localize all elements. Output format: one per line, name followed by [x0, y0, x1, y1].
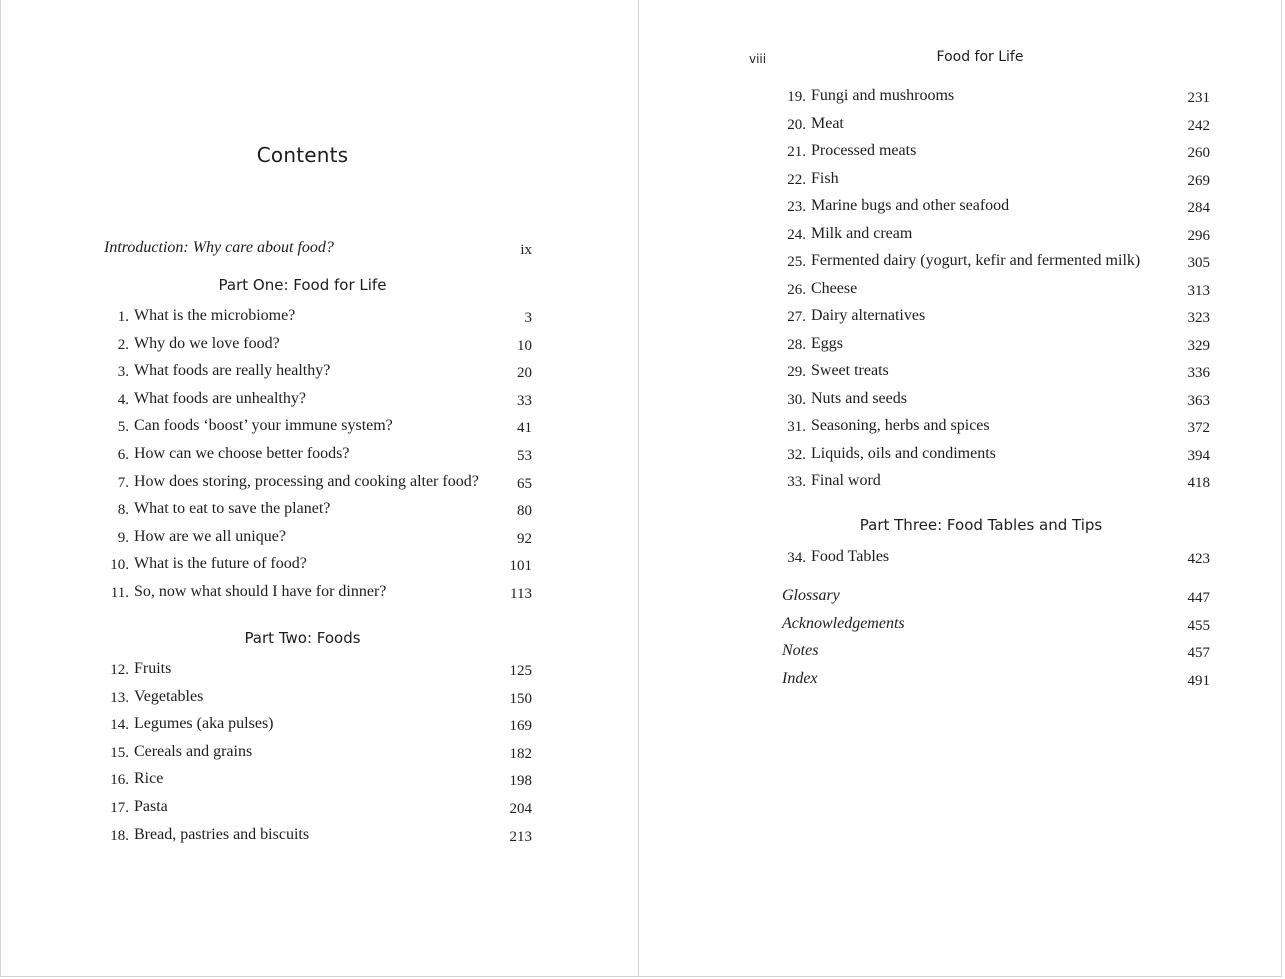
toc-entry [99, 741, 532, 765]
entry-page: 323 [1187, 310, 1210, 326]
chapter-number: 23. [787, 199, 806, 215]
toc-entry [99, 526, 532, 550]
back-matter-entry [782, 640, 1210, 664]
back-matter-entry [782, 668, 1210, 692]
entry-page: 92 [517, 530, 532, 547]
chapter-number: 1. [117, 309, 129, 325]
entry-page: 113 [510, 586, 532, 602]
chapter-number: 4. [117, 391, 129, 408]
entry-title: Cheese [811, 279, 858, 297]
toc-entry [99, 658, 532, 682]
entry-title: Cereals and grains [134, 742, 253, 760]
entry-page: 313 [1187, 282, 1210, 299]
entry-title: Liquids, oils and condiments [811, 444, 996, 462]
back-matter-entry [782, 613, 1210, 637]
entry-title: Fruits [134, 660, 172, 677]
toc-entry [776, 278, 1210, 302]
chapter-number: 12. [110, 662, 129, 678]
chapter-number: 26. [787, 281, 806, 298]
entry-title: Pasta [134, 798, 168, 815]
entry-page: 336 [1187, 365, 1210, 381]
entry-title: Index [782, 669, 818, 687]
entry-title: Seasoning, herbs and spices [811, 417, 990, 434]
chapter-number: 5. [117, 419, 129, 436]
entry-page: 80 [517, 503, 532, 520]
entry-title: Glossary [782, 587, 840, 604]
toc-entry [776, 333, 1210, 357]
entry-title: Rice [134, 770, 164, 788]
entry-title: What foods are really healthy? [134, 362, 331, 380]
entry-title: Processed meats [811, 142, 917, 159]
toc-entry [99, 498, 532, 522]
toc-entry [776, 546, 1210, 570]
entry-title: Acknowledgements [782, 614, 905, 632]
entry-title: Fungi and mushrooms [811, 87, 955, 104]
toc-entry [99, 360, 532, 384]
entry-page: 284 [1187, 200, 1210, 216]
entry-title: How does storing, processing and cooking alter food? [134, 472, 479, 490]
entry-page: 242 [1187, 117, 1210, 134]
entry-page: 455 [1187, 617, 1210, 634]
toc-entry [776, 195, 1210, 219]
entry-page: 169 [509, 718, 532, 735]
entry-page: 260 [1187, 145, 1210, 161]
introduction-entry [104, 237, 532, 261]
entry-title: Can foods ‘boost’ your immune system? [134, 417, 393, 435]
toc-entry [776, 360, 1210, 384]
entry-title: Food Tables [811, 548, 890, 565]
entry-page: 101 [509, 558, 532, 575]
chapter-number: 2. [117, 336, 129, 353]
toc-entry [99, 305, 532, 329]
entry-page: 363 [1187, 392, 1210, 409]
chapter-number: 25. [787, 254, 806, 270]
entry-title: Dairy alternatives [811, 307, 926, 324]
chapter-number: 17. [110, 800, 129, 816]
entry-page: 296 [1187, 227, 1210, 244]
left-page [0, 0, 639, 977]
entry-title: Why do we love food? [134, 334, 280, 352]
toc-entry [776, 250, 1210, 274]
entry-title: Nuts and seeds [811, 389, 907, 407]
entry-title: Bread, pastries and biscuits [134, 825, 310, 843]
entry-page: 269 [1187, 172, 1210, 189]
chapter-number: 24. [787, 226, 806, 243]
entry-title: Vegetables [134, 687, 204, 705]
entry-page: 447 [1187, 590, 1210, 606]
entry-page: 305 [1187, 255, 1210, 271]
entry-title: Marine bugs and other seafood [811, 197, 1010, 214]
toc-entry [776, 168, 1210, 192]
chapter-number: 21. [787, 144, 806, 160]
chapter-number: 14. [110, 717, 129, 734]
entry-page: 418 [1187, 475, 1210, 491]
entry-page: 198 [509, 773, 532, 790]
running-title: Food for Life [936, 49, 1024, 65]
entry-title: Notes [782, 642, 819, 660]
toc-entry [99, 581, 532, 605]
toc-entry [99, 686, 532, 710]
entry-title: Fermented dairy (yogurt, kefir and fermented milk) [811, 252, 1141, 269]
entry-title: Meat [811, 114, 844, 132]
entry-title: Introduction: Why care about food? [104, 239, 334, 256]
entry-page: 3 [524, 310, 532, 326]
entry-page: 53 [517, 448, 532, 464]
entry-title: What is the future of food? [134, 555, 307, 573]
chapter-number: 34. [787, 550, 806, 566]
toc-entry [776, 223, 1210, 247]
chapter-number: 20. [787, 116, 806, 133]
chapter-number: 31. [787, 419, 806, 435]
toc-entry [99, 333, 532, 357]
entry-page: 41 [517, 420, 532, 437]
chapter-number: 28. [787, 336, 806, 353]
entry-title: Fish [811, 169, 839, 187]
entry-page: 182 [509, 745, 532, 762]
contents-title: Contents [256, 143, 349, 167]
toc-entry [99, 471, 532, 495]
toc-entry [776, 140, 1210, 164]
entry-page: 213 [509, 828, 532, 845]
part-two-heading: Part Two: Foods [244, 629, 361, 647]
entry-page: 457 [1187, 645, 1210, 662]
entry-title: How can we choose better foods? [134, 445, 350, 462]
toc-entry [776, 388, 1210, 412]
chapter-number: 27. [787, 309, 806, 325]
toc-entry [776, 113, 1210, 137]
entry-page: 150 [509, 690, 532, 707]
entry-page: 20 [517, 365, 532, 382]
chapter-number: 22. [787, 171, 806, 188]
entry-title: What to eat to save the planet? [134, 500, 331, 518]
chapter-number: 3. [117, 364, 129, 381]
entry-page: 394 [1187, 447, 1210, 464]
entry-title: Milk and cream [811, 224, 913, 242]
entry-title: Legumes (aka pulses) [134, 715, 274, 733]
chapter-number: 8. [117, 502, 129, 519]
entry-page: 491 [1187, 672, 1210, 689]
entry-page: 125 [509, 663, 532, 679]
entry-page: 204 [509, 801, 532, 817]
chapter-number: 13. [110, 689, 129, 706]
chapter-number: 30. [787, 391, 806, 408]
chapter-number: 10. [110, 557, 129, 574]
entry-title: What foods are unhealthy? [134, 389, 306, 407]
chapter-number: 7. [117, 474, 129, 491]
page-folio: viii [749, 52, 767, 66]
toc-entry [99, 713, 532, 737]
entry-title: What is the microbiome? [134, 307, 296, 324]
entry-page: 329 [1187, 337, 1210, 354]
toc-entry [776, 305, 1210, 329]
chapter-number: 6. [117, 447, 129, 463]
entry-page: 372 [1187, 420, 1210, 436]
entry-title: Sweet treats [811, 362, 889, 379]
entry-page: 65 [517, 475, 532, 492]
entry-title: So, now what should I have for dinner? [134, 583, 387, 600]
toc-entry [776, 470, 1210, 494]
chapter-number: 16. [110, 772, 129, 789]
entry-page: ix [520, 242, 532, 258]
toc-entry [776, 415, 1210, 439]
chapter-number: 29. [787, 364, 806, 380]
part-three-heading: Part Three: Food Tables and Tips [859, 516, 1103, 534]
entry-page: 10 [517, 337, 532, 354]
entry-page: 423 [1187, 551, 1210, 567]
chapter-number: 11. [110, 585, 129, 601]
toc-entry [99, 553, 532, 577]
right-page [639, 0, 1282, 977]
toc-entry [776, 443, 1210, 467]
toc-entry [99, 443, 532, 467]
chapter-number: 32. [787, 446, 806, 463]
entry-title: How are we all unique? [134, 527, 286, 545]
chapter-number: 19. [787, 89, 806, 105]
toc-entry [99, 824, 532, 848]
toc-entry [99, 388, 532, 412]
toc-entry [99, 796, 532, 820]
entry-title: Eggs [811, 334, 843, 352]
chapter-number: 15. [110, 744, 129, 761]
chapter-number: 9. [117, 529, 129, 546]
toc-entry [99, 415, 532, 439]
entry-title: Final word [811, 472, 881, 489]
toc-entry [776, 85, 1210, 109]
chapter-number: 33. [787, 474, 806, 490]
back-matter-entry [782, 585, 1210, 609]
chapter-number: 18. [110, 827, 129, 844]
part-one-heading: Part One: Food for Life [218, 276, 387, 294]
entry-page: 231 [1187, 90, 1210, 106]
toc-entry [99, 768, 532, 792]
entry-page: 33 [517, 392, 532, 409]
